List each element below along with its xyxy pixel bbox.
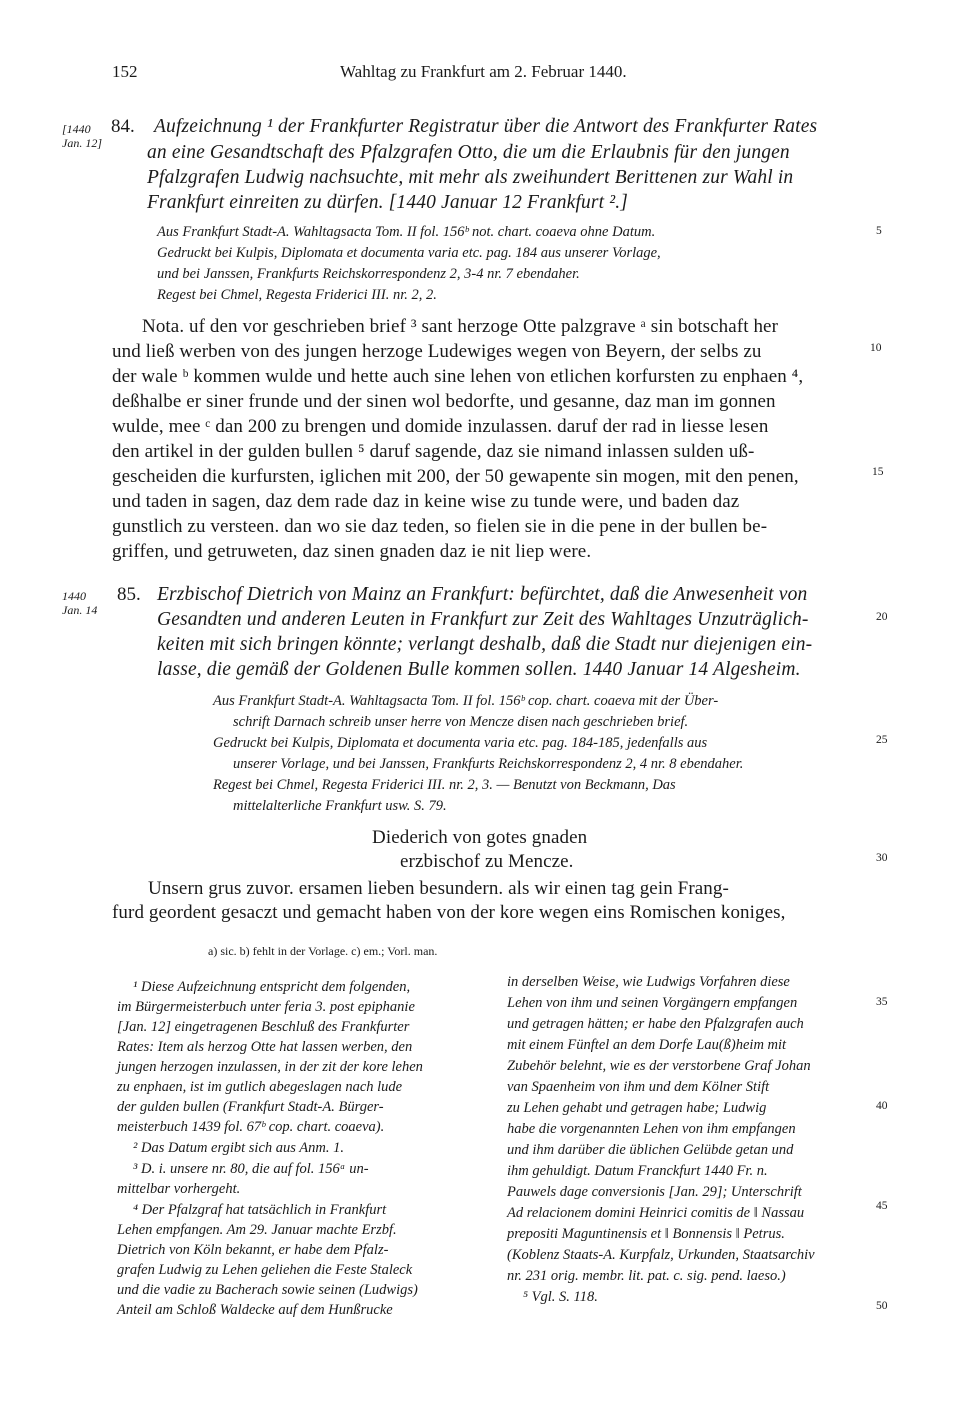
footnote-line: meisterbuch 1439 fol. 67ᵇ cop. chart. coaeva). <box>117 1119 385 1135</box>
footnote-line: ² Das Datum ergibt sich aus Anm. 1. <box>133 1140 344 1156</box>
footnote-line: ¹ Diese Aufzeichnung entspricht dem folgenden, <box>133 979 411 995</box>
doc84-text-line: deßhalbe er siner frunde und der sinen wol bedorfte, und gesanne, daz man im gonnen <box>112 391 776 412</box>
doc85-number: 85. <box>117 584 141 605</box>
doc85-side-year: 1440 <box>62 589 86 603</box>
line-number: 50 <box>876 1300 888 1312</box>
doc84-text-line: griffen, und getruweten, daz sinen gnaden daz ie nit liep were. <box>112 541 592 562</box>
doc85-side-date: Jan. 14 <box>62 603 98 617</box>
footnote-line: (Koblenz Staats-A. Kurpfalz, Urkunden, Staatsarchiv <box>507 1247 815 1263</box>
salutation-line: erzbischof zu Mencze. <box>400 851 574 872</box>
doc85-heading-line: keiten mit sich bringen könnte; verlangt deshalb, daß die Stadt nur diejenigen ein- <box>157 634 813 655</box>
doc84-source-line: Gedruckt bei Kulpis, Diplomata et documenta varia etc. pag. 184 aus unserer Vorlage, <box>157 245 661 261</box>
doc84-text-line: wulde, mee ᶜ dan 200 zu brengen und domide inzulassen. daruf der rad in liesse lesen <box>112 416 769 437</box>
footnote-line: Ad relacionem domini Heinrici comitis de ‖ Nassau <box>507 1205 805 1221</box>
line-number: 35 <box>876 996 888 1008</box>
footnote-line: und getragen hätten; er habe den Pfalzgrafen auch <box>507 1016 804 1032</box>
doc85-source-line: unserer Vorlage, und bei Janssen, Frankfurts Reichskorrespondenz 2, 4 nr. 8 ebendaher. <box>233 756 744 772</box>
footnote-line: zu enphaen, ist im gutlich abegeslagen nach lude <box>117 1079 403 1095</box>
doc84-source-line: Regest bei Chmel, Regesta Friderici III. nr. 2, 2. <box>157 287 437 303</box>
doc84-text-line: gescheiden die kurfursten, iglichen mit 200, der 50 gewapente sin mogen, mit den penen, <box>112 466 799 487</box>
salutation-line: Diederich von gotes gnaden <box>372 827 588 848</box>
footnote-line: jungen herzogen inzulassen, in der zit der kore lehen <box>117 1059 423 1075</box>
footnote-line: mittelbar vorhergeht. <box>117 1181 241 1197</box>
footnote-line: Rates: Item als herzog Otte hat lassen werben, den <box>117 1039 413 1055</box>
doc84-heading-line: Frankfurt einreiten zu dürfen. [1440 Januar 12 Frankfurt ².] <box>147 192 629 213</box>
doc84-side-date: Jan. 12] <box>62 136 102 150</box>
footnote-line: Lehen empfangen. Am 29. Januar machte Erzbf. <box>117 1222 397 1238</box>
doc84-heading-line: Pfalzgrafen Ludwig nachsuchte, mit mehr als zweihundert Berittenen zur Wahl in <box>147 167 794 188</box>
doc85-heading-line: lasse, die gemäß der Goldenen Bulle kommen sollen. 1440 Januar 14 Algesheim. <box>157 659 801 680</box>
footnote-line: Zubehör belehnt, wie es der verstorbene Graf Johan <box>507 1058 811 1074</box>
doc85-text-line: furd geordent gesaczt und gemacht haben von der kore wegen eins Romischen koniges, <box>112 902 786 923</box>
running-title: Wahltag zu Frankfurt am 2. Februar 1440. <box>340 62 627 81</box>
footnote-line: van Spaenheim von ihm und dem Kölner Stift <box>507 1079 770 1095</box>
line-number: 15 <box>872 466 884 478</box>
doc85-text-line: Unsern grus zuvor. ersamen lieben besundern. als wir einen tag gein Frang- <box>148 878 729 899</box>
footnote-line: grafen Ludwig zu Lehen geliehen die Feste Staleck <box>117 1262 413 1278</box>
footnote-line: prepositi Maguntinensis et ‖ Bonnensis ‖ Petrus. <box>507 1226 785 1242</box>
footnote-line: mit einem Fünftel an dem Dorfe Lau(ß)heim mit <box>507 1037 787 1053</box>
footnote-line: zu Lehen gehabt und getragen habe; Ludwig <box>507 1100 767 1116</box>
footnote-line: ⁵ Vgl. S. 118. <box>523 1289 598 1305</box>
doc85-heading-line: Erzbischof Dietrich von Mainz an Frankfurt: befürchtet, daß die Anwesenheit von <box>157 584 808 605</box>
footnote-line: ⁴ Der Pfalzgraf hat tatsächlich in Frankfurt <box>133 1202 387 1218</box>
doc84-heading-line: an eine Gesandtschaft des Pfalzgrafen Otto, die um die Erlaubnis für den jungen <box>147 142 790 163</box>
footnote-line: Pauwels dage conversionis [Jan. 29]; Unterschrift <box>507 1184 802 1200</box>
variant-notes: a) sic. b) fehlt in der Vorlage. c) em.; Vorl. man. <box>208 944 438 958</box>
footnote-line: ³ D. i. unsere nr. 80, die auf fol. 156ᵃ un- <box>133 1161 369 1177</box>
footnote-line: [Jan. 12] eingetragenen Beschluß des Frankfurter <box>117 1019 410 1035</box>
footnote-line: und die vadie zu Bacherach sowie seinen (Ludwigs) <box>117 1282 418 1298</box>
doc85-source-line: schrift Darnach schreib unser herre von Mencze disen nach geschrieben brief. <box>233 714 689 730</box>
doc85-source-line: Regest bei Chmel, Regesta Friderici III. nr. 2, 3. — Benutzt von Beckmann, Das <box>213 777 676 793</box>
footnote-line: und ihm darüber die üblichen Gelübde getan und <box>507 1142 794 1158</box>
footnote-line: Anteil am Schloß Waldecke auf dem Hunßrucke <box>117 1302 393 1318</box>
footnote-line: Dietrich von Köln bekannt, er habe dem Pfalz- <box>117 1242 389 1258</box>
line-number: 20 <box>876 611 888 623</box>
line-number: 10 <box>870 342 882 354</box>
footnote-line: der gulden bullen (Frankfurt Stadt-A. Bürger- <box>117 1099 384 1115</box>
page-number: 152 <box>112 62 138 81</box>
doc84-heading-line: Aufzeichnung ¹ der Frankfurter Registratur über die Antwort des Frankfurter Rates <box>154 116 818 137</box>
doc84-text-line: gunstlich zu versteen. dan wo sie daz teden, so fielen sie in die pene in der bullen be- <box>112 516 768 537</box>
line-number: 5 <box>876 225 882 237</box>
line-number: 30 <box>876 852 888 864</box>
footnote-line: im Bürgermeisterbuch unter feria 3. post epiphanie <box>117 999 415 1015</box>
doc84-side-year: [1440 <box>62 122 91 136</box>
doc84-text-line: der wale ᵇ kommen wulde und hette auch sine lehen von etlichen korfursten zu enphaen ⁴, <box>112 366 804 387</box>
line-number: 45 <box>876 1200 888 1212</box>
doc84-source-line: und bei Janssen, Frankfurts Reichskorrespondenz 2, 3-4 nr. 7 ebendaher. <box>157 266 580 282</box>
doc85-source-line: Aus Frankfurt Stadt-A. Wahltagsacta Tom. II fol. 156ᵇ cop. chart. coaeva mit der Über- <box>213 693 719 709</box>
doc85-source-line: Gedruckt bei Kulpis, Diplomata et documenta varia etc. pag. 184-185, jedenfalls aus <box>213 735 708 751</box>
footnote-line: ihm gehuldigt. Datum Franckfurt 1440 Fr. n. <box>507 1163 768 1179</box>
doc84-text-line: und ließ werben von des jungen herzoge Ludewiges wegen von Beyern, der selbs zu <box>112 341 762 362</box>
footnote-line: habe die vorgenannten Lehen von ihm empfangen <box>507 1121 796 1137</box>
doc85-heading-line: Gesandten und anderen Leuten in Frankfurt zur Zeit des Wahltages Unzuträglich- <box>157 609 809 630</box>
footnote-line: in derselben Weise, wie Ludwigs Vorfahren diese <box>507 974 790 990</box>
doc84-text-line: Nota. uf den vor geschrieben brief ³ sant herzoge Otte palzgrave ᵃ sin botschaft her <box>142 316 779 337</box>
doc84-source-line: Aus Frankfurt Stadt-A. Wahltagsacta Tom. II fol. 156ᵇ not. chart. coaeva ohne Datum. <box>157 224 656 240</box>
doc84-text-line: und taden in sagen, daz dem rade daz in keine wise zu tunde were, und baden daz <box>112 491 740 512</box>
doc85-source-line: mittelalterliche Frankfurt usw. S. 79. <box>233 798 447 814</box>
doc84-text-line: den artikel in der gulden bullen ⁵ daruf sagende, daz sie nimand inlassen sulden uß- <box>112 441 755 462</box>
line-number: 25 <box>876 734 888 746</box>
footnote-line: nr. 231 orig. membr. lit. pat. c. sig. pend. laeso.) <box>507 1268 786 1284</box>
doc84-number: 84. <box>111 116 135 137</box>
line-number: 40 <box>876 1100 888 1112</box>
footnote-line: Lehen von ihm und seinen Vorgängern empfangen <box>507 995 798 1011</box>
